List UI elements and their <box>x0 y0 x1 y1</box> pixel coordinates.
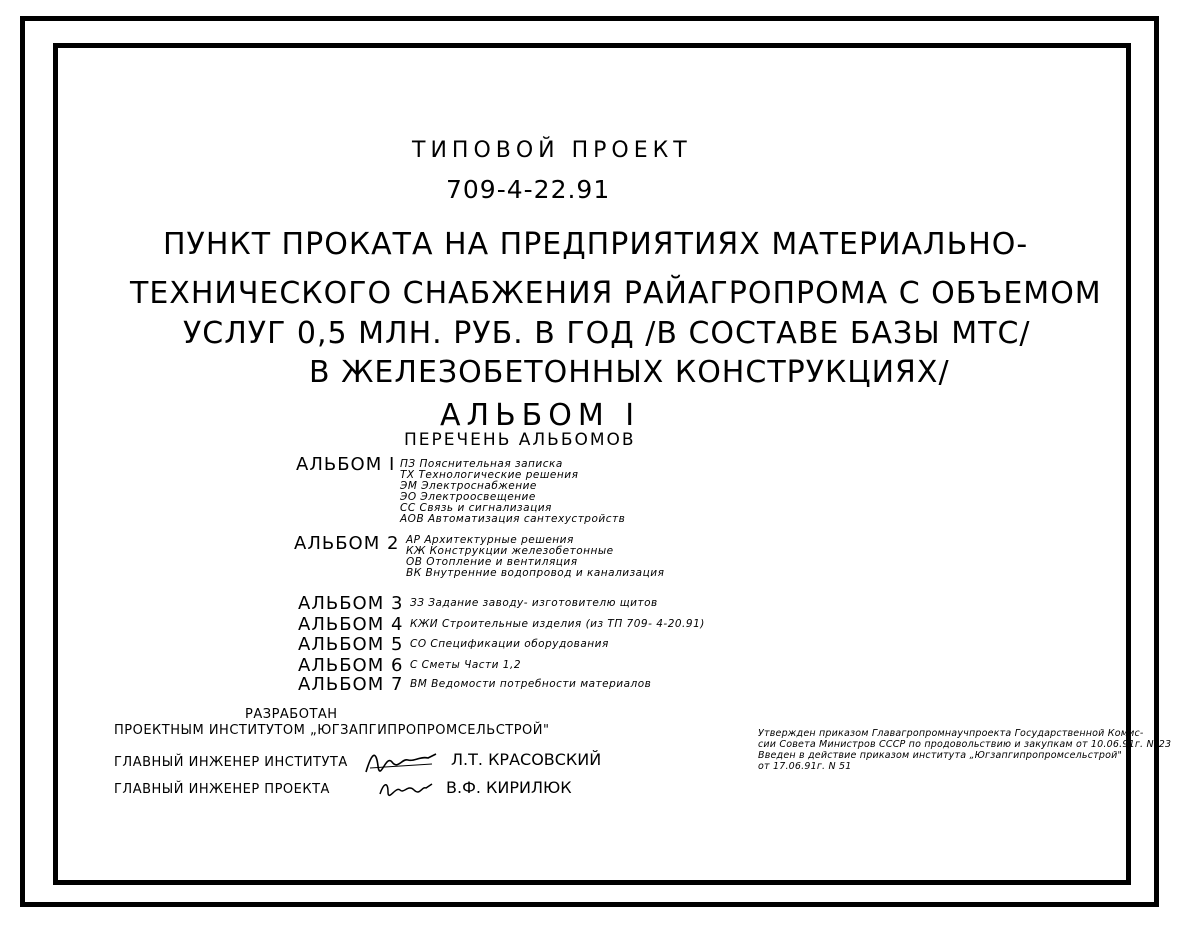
album-2-name: АЛЬБОМ 2 <box>294 533 400 554</box>
album-4-item: КЖИ Строительные изделия (из ТП 709- 4-20.91) <box>410 618 705 630</box>
album-7-item: ВМ Ведомости потребности материалов <box>410 678 652 690</box>
developed-label: РАЗРАБОТАН <box>245 707 338 722</box>
approval-line: Утвержден приказом Главагропромнаучпроекта Государственной Комис- <box>758 728 1144 739</box>
album-1-name: АЛЬБОМ I <box>296 454 396 475</box>
project-type-label: ТИПОВОЙ ПРОЕКТ <box>412 138 692 163</box>
album-2-items <box>406 535 664 579</box>
album-1-item: АОВ Автоматизация сантехустройств <box>400 513 626 525</box>
album-2-item: ОВ Отопление и вентиляция <box>406 556 578 568</box>
album-6-item: С Сметы Части 1,2 <box>410 659 522 671</box>
album-5-item: СО Спецификации оборудования <box>410 638 609 650</box>
album-2-item: КЖ Конструкции железобетонные <box>406 545 614 557</box>
kiriluk-name: В.Ф. КИРИЛЮК <box>446 778 572 797</box>
album-2-item: АР Архитектурные решения <box>406 534 574 546</box>
album-3-name: АЛЬБОМ 3 <box>298 593 404 614</box>
album-number-title: АЛЬБОМ I <box>440 398 641 433</box>
album-1-item: СС Связь и сигнализация <box>400 502 552 514</box>
album-1-items <box>400 459 625 525</box>
albums-list-title: ПЕРЕЧЕНЬ АЛЬБОМОВ <box>404 430 636 450</box>
approval-note <box>758 728 1171 772</box>
title-line-4: В ЖЕЛЕЗОБЕТОННЫХ КОНСТРУКЦИЯХ/ <box>309 355 950 390</box>
signature-kiriluk <box>376 776 436 806</box>
approval-line: от 17.06.91г. N 51 <box>758 761 852 772</box>
institute-name: ПРОЕКТНЫМ ИНСТИТУТОМ „ЮГЗАПГИПРОПРОМСЕЛЬСТРОЙ" <box>114 723 550 738</box>
chief-engineer-institute-label: ГЛАВНЫЙ ИНЖЕНЕР ИНСТИТУТА <box>114 755 348 770</box>
album-4-name: АЛЬБОМ 4 <box>298 614 404 635</box>
chief-engineer-project-label: ГЛАВНЫЙ ИНЖЕНЕР ПРОЕКТА <box>114 782 330 797</box>
album-6-name: АЛЬБОМ 6 <box>298 655 404 676</box>
approval-line: сии Совета Министров СССР по продовольствию и закупкам от 10.06.91г. N°23 <box>758 739 1172 750</box>
album-1-item: ТХ Технологические решения <box>400 469 579 481</box>
project-number: 709-4-22.91 <box>446 175 611 204</box>
album-3-item: ЗЗ Задание заводу- изготовителю щитов <box>410 597 658 609</box>
album-1-item: ЭО Электроосвещение <box>400 491 536 503</box>
title-line-2: ТЕХНИЧЕСКОГО СНАБЖЕНИЯ РАЙАГРОПРОМА С ОБЪЕМОМ <box>130 276 1102 311</box>
album-7-name: АЛЬБОМ 7 <box>298 674 404 695</box>
krasovsky-name: Л.Т. КРАСОВСКИЙ <box>451 750 602 769</box>
title-line-3: УСЛУГ 0,5 МЛН. РУБ. В ГОД /В СОСТАВЕ БАЗЫ МТС/ <box>183 316 1031 351</box>
album-2-item: ВК Внутренние водопровод и канализация <box>406 567 665 579</box>
album-5-name: АЛЬБОМ 5 <box>298 634 404 655</box>
album-1-item: ЭМ Электроснабжение <box>400 480 537 492</box>
title-line-1: ПУНКТ ПРОКАТА НА ПРЕДПРИЯТИЯХ МАТЕРИАЛЬНО- <box>163 227 1029 262</box>
approval-line: Введен в действие приказом института „Югзапгипропромсельстрой" <box>758 750 1123 761</box>
album-1-item: ПЗ Пояснительная записка <box>400 458 563 470</box>
